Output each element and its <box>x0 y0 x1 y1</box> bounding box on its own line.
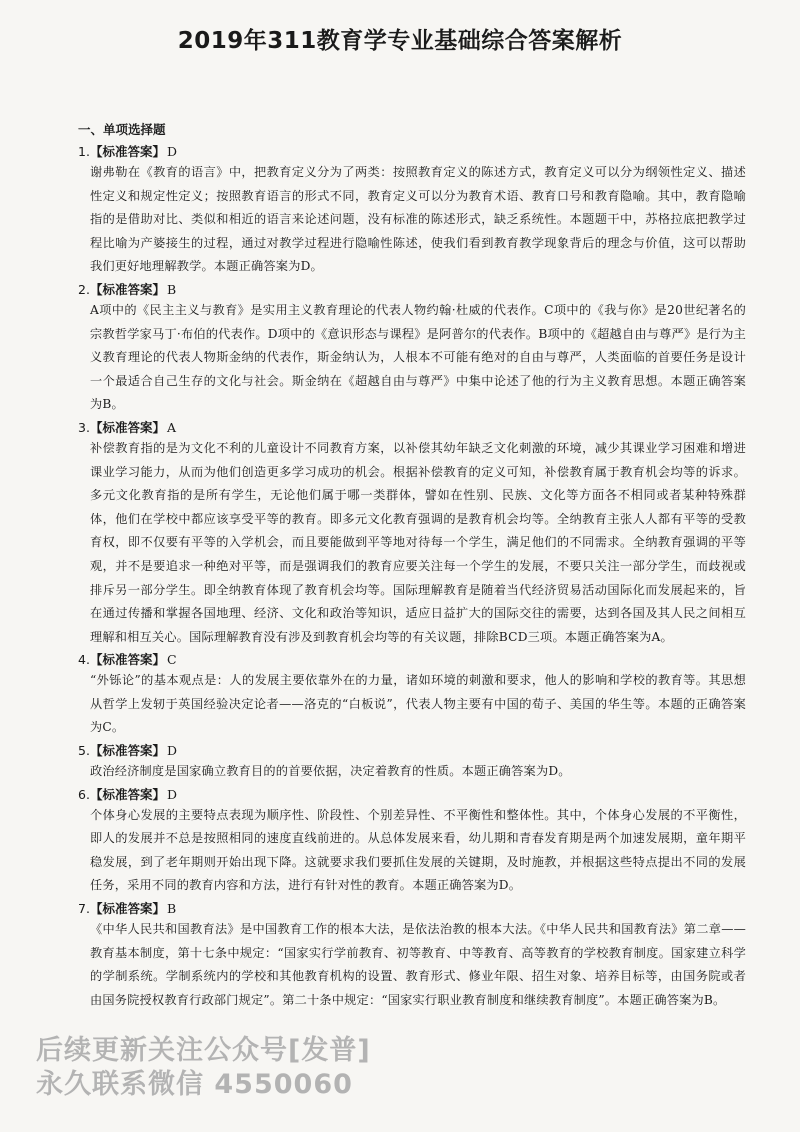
explanation-text: 政治经济制度是国家确立教育目的的首要依据，决定着教育的性质。本题正确答案为D。 <box>90 764 571 779</box>
answer-label: 【标准答案】 <box>89 901 165 917</box>
answer-value: D <box>166 786 177 802</box>
explanation-text: 《中华人民共和国教育法》是中国教育工作的根本大法，是依法治教的根本大法。《中华人民共和国教育法》第二章——教育基本制度，第十七条中规定：“国家实行学前教育、初等教育、中等教育、高等教育的学校教育制度。国家建立科学的学制系统。学制系统内的学校和其他教育机构的设置、教育形式、修业年限、招生对象、培养目标等，由国务院或者由国务院授权教育行政部门规定”。第二十条中规定：“国家实行职业教育制度和继续教育制度”。本题正确答案为B。 <box>90 922 746 1007</box>
answer-label: 【标准答案】 <box>89 144 165 159</box>
question-4 <box>78 650 746 740</box>
explanation-text: 谢弗勒在《教育的语言》中，把教育定义分为了两类：按照教育定义的陈述方式，教育定义可以分为纲领性定义、描述性定义和规定性定义；按照教育语言的形式不同，教育定义可以分为教育术语、教育口号和教育隐喻。其中，教育隐喻指的是借助对比、类似和相近的语言来论述问题，没有标准的陈述形式，缺乏系统性。本题题干中，苏格拉底把教学过程比喻为产婆接生的过程，通过对教学过程进行隐喻性陈述，使我们看到教育教学现象背后的理念与价值，这可以帮助我们更好地理解教学。本题正确答案为D。 <box>90 165 746 274</box>
explanation-text: 补偿教育指的是为文化不利的儿童设计不同教育方案，以补偿其幼年缺乏文化刺激的环境，减少其课业学习困难和增进课业学习能力，从而为他们创造更多学习成功的机会。根据补偿教育的定义可知，补偿教育属于教育机会均等的诉求。多元文化教育指的是所有学生，无论他们属于哪一类群体，譬如在性别、民族、文化等方面各不相同或者某种特殊群体，他们在学校中都应该享受平等的教育。即多元文化教育强调的是教育机会均等。全纳教育主张人人都有平等的受教育权，即不仅要有平等的入学机会，而且要能做到平等地对待每一个学生，满足他们的不同需求。全纳教育强调的平等观，并不是要追求一种绝对平等，而是强调我们的教育应要关注每一个学生的发展，不要只关注一部分学生，而歧视或排斥另一部分学生。即全纳教育体现了教育机会均等。国际理解教育是随着当代经济贸易活动国际化而发展起来的，旨在通过传播和掌握各国地理、经济、文化和政治等知识，适应日益扩大的国际交往的需要，达到各国及其人民之间相互理解和相互关心。国际理解教育没有涉及到教育机会均等的有关议题，排除BCD三项。本题正确答案为A。 <box>90 440 746 644</box>
question-number: 4. <box>78 652 90 668</box>
answer-value: B <box>166 281 177 297</box>
question-header <box>78 418 746 437</box>
answer-label: 【标准答案】 <box>89 419 165 435</box>
question-6 <box>78 785 746 898</box>
watermark-line-2: 永久联系微信 4550060 <box>36 1069 353 1100</box>
answer-value: D <box>166 743 177 759</box>
question-5 <box>78 741 746 784</box>
question-header <box>78 785 746 804</box>
question-header <box>78 741 746 760</box>
answer-label: 【标准答案】 <box>89 281 165 297</box>
answer-label: 【标准答案】 <box>89 743 165 759</box>
answer-label: 【标准答案】 <box>89 786 165 802</box>
question-7 <box>78 899 746 1012</box>
question-1 <box>78 142 746 279</box>
question-number: 3. <box>78 419 90 435</box>
question-header <box>78 280 746 299</box>
watermark <box>36 1034 371 1102</box>
section-heading: 一、单项选择题 <box>78 122 166 137</box>
watermark-line-1: 后续更新关注公众号[发普] <box>36 1035 371 1066</box>
page-title: 2019年311教育学专业基础综合答案解析 <box>177 28 623 54</box>
answer-value: D <box>166 144 177 159</box>
explanation-text: A项中的《民主主义与教育》是实用主义教育理论的代表人物约翰·杜威的代表作。C项中的《我与你》是20世纪著名的宗教哲学家马丁·布伯的代表作。D项中的《意识形态与课程》是阿普尔的代表作。B项中的《超越自由与尊严》是行为主义教育理论的代表人物斯金纳的代表作，斯金纳认为，人根本不可能有绝对的自由与尊严，人类面临的首要任务是设计一个最适合自己生存的文化与社会。斯金纳在《超越自由与尊严》中集中论述了他的行为主义教育思想。本题正确答案为B。 <box>90 302 746 412</box>
question-number: 6. <box>78 786 90 802</box>
question-number: 7. <box>78 901 90 917</box>
question-number: 2. <box>78 281 90 297</box>
question-2 <box>78 280 746 417</box>
answer-value: A <box>166 419 176 435</box>
question-header <box>78 899 746 918</box>
question-3 <box>78 418 746 649</box>
answer-content <box>78 120 746 1013</box>
question-number: 1. <box>78 144 90 159</box>
answer-value: C <box>166 652 177 668</box>
question-header <box>78 650 746 669</box>
question-header <box>78 142 746 161</box>
answer-label: 【标准答案】 <box>89 652 165 668</box>
explanation-text: “外铄论”的基本观点是：人的发展主要依靠外在的力量，诸如环境的刺激和要求，他人的影响和学校的教育等。其思想从哲学上发轫于英国经验决定论者——洛克的“白板说”，代表人物主要有中国的荀子、美国的华生等。本题的正确答案为C。 <box>90 673 746 735</box>
question-number: 5. <box>78 743 90 759</box>
answer-value: B <box>166 901 177 917</box>
explanation-text: 个体身心发展的主要特点表现为顺序性、阶段性、个别差异性、不平衡性和整体性。其中，个体身心发展的不平衡性，即人的发展并不总是按照相同的速度直线前进的。从总体发展来看，幼儿期和青春发育期是两个加速发展期，童年期平稳发展，到了老年期则开始出现下降。这就要求我们要抓住发展的关键期，及时施教，并根据这些特点提出不同的发展任务，采用不同的教育内容和方法，进行有针对性的教育。本题正确答案为D。 <box>90 807 746 893</box>
